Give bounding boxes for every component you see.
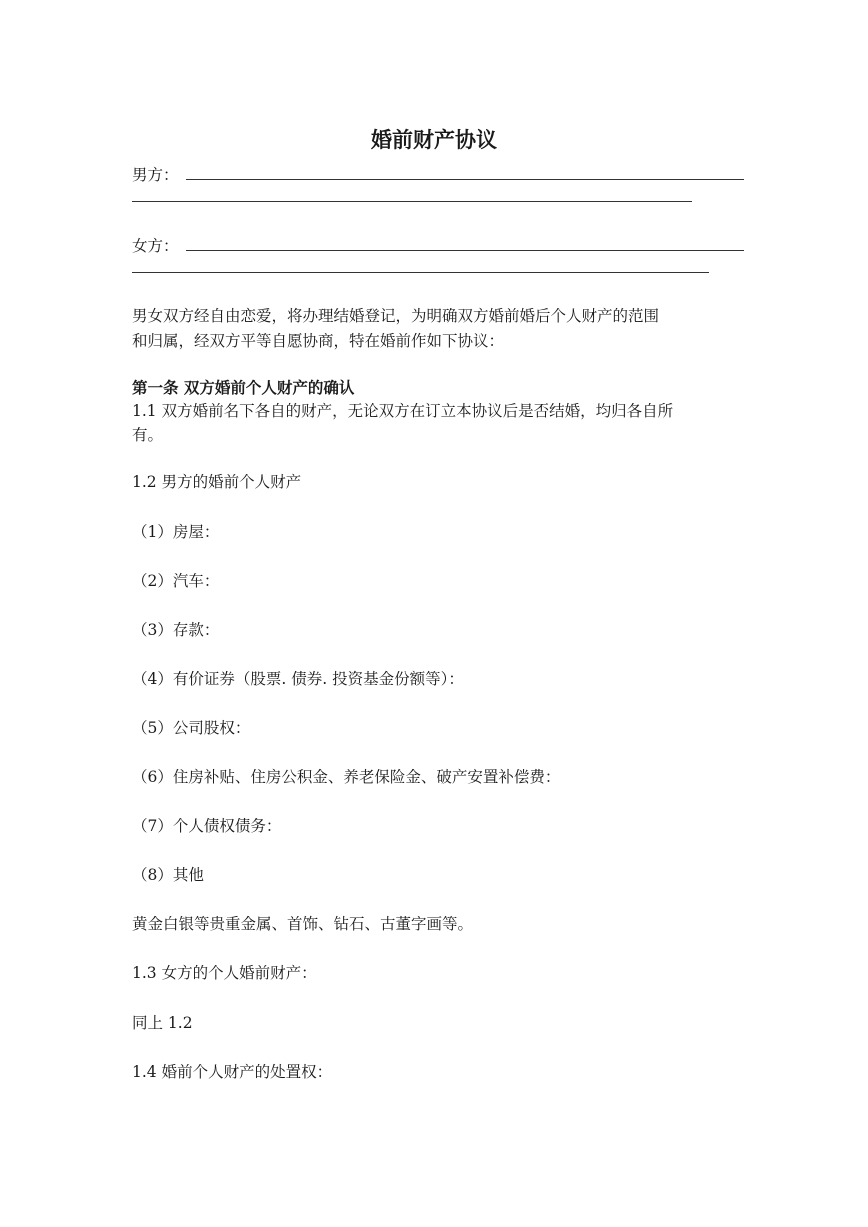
list-item: （1）房屋： [132,523,220,541]
clause-1-3: 1.3 女方的个人婚前财产： [132,964,317,982]
male-party-fill-line-2 [132,201,692,202]
male-party-label: 男方： [132,166,179,184]
list-item: （4）有价证券（股票. 债券. 投资基金份额等）： [132,670,464,688]
list-item: （8）其他 [132,866,204,884]
clause-1-1-line-1: 1.1 双方婚前名下各自的财产，无论双方在订立本协议后是否结婚，均归各自所 [132,402,674,420]
list-item: （2）汽车： [132,572,220,590]
clause-1-4: 1.4 婚前个人财产的处置权： [132,1063,333,1081]
clause-1-2: 1.2 男方的婚前个人财产 [132,473,302,491]
other-items-note: 黄金白银等贵重金属、首饰、钻石、古董字画等。 [132,915,474,933]
female-party-label: 女方： [132,237,179,255]
female-party-fill-line-2 [132,272,709,273]
intro-paragraph-line-1: 男女双方经自由恋爱，将办理结婚登记，为明确双方婚前婚后个人财产的范围 [132,307,660,325]
document-title: 婚前财产协议 [371,127,497,152]
list-item: （6）住房补贴、住房公积金、养老保险金、破产安置补偿费： [132,768,561,786]
male-party-fill-line-1 [186,179,744,180]
article-1-heading: 第一条 双方婚前个人财产的确认 [132,378,355,397]
clause-1-1-line-2: 有。 [132,426,164,444]
list-item: （3）存款： [132,621,220,639]
intro-paragraph-line-2: 和归属，经双方平等自愿协商，特在婚前作如下协议： [132,332,505,350]
list-item: （5）公司股权： [132,719,251,737]
list-item: （7）个人债权债务： [132,817,282,835]
female-party-fill-line-1 [186,250,744,251]
same-as-note: 同上 1.2 [132,1014,193,1032]
